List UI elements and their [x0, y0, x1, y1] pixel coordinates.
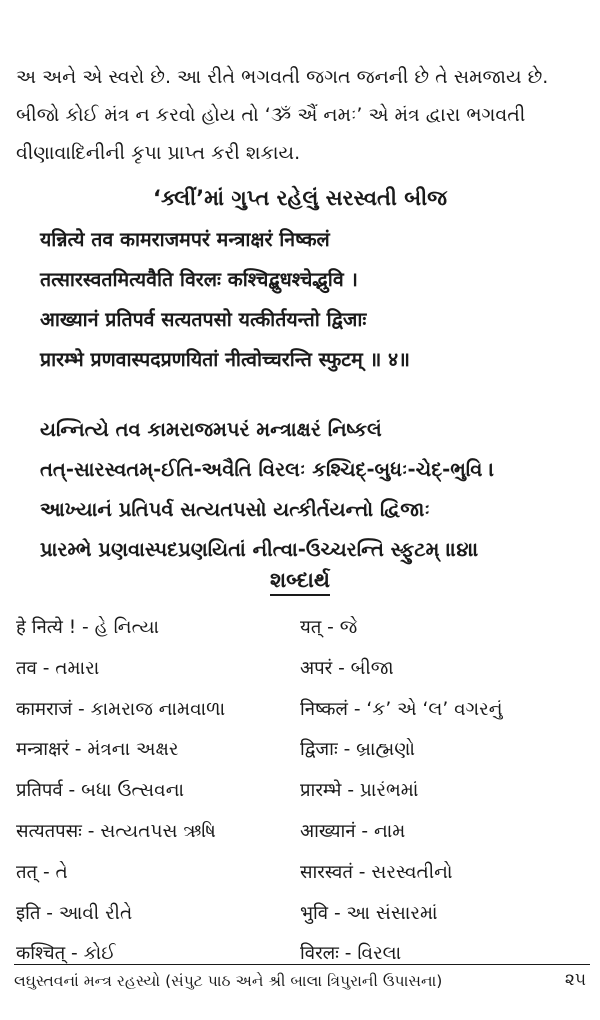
glossary-term-right: निष्कलं - ‘ક’ એ ‘લ’ વગરનું	[300, 698, 503, 720]
verse-line: પ્રારમ્ભે પ્રણવાસ્પદપ્રણયિતાં નીત્વા-ઉચ્ચરન્તિ સ્ફુટમ્ ॥૪॥	[40, 538, 479, 561]
glossary-term-left: तव - તમારા	[16, 657, 100, 679]
sanskrit-verse	[40, 220, 596, 380]
intro-line: વીણાવાદિનીની કૃપા પ્રાપ્ત કરી શકાય.	[16, 142, 301, 164]
glossary-row	[0, 655, 600, 696]
glossary-term-left: तत् - તે	[16, 861, 68, 883]
verse-line: યન્નિત્યે તવ કામરાજમપરં મન્ત્રાક્ષરં નિષ્કલં	[40, 418, 382, 441]
glossary-term-left: हे नित्ये ! - હે નિત્યા	[16, 617, 160, 638]
verse-line: प्रारम्भे प्रणवास्पदप्रणयितां नीत्वोच्चरन्ति स्फुटम् ॥ ४॥	[40, 348, 410, 371]
glossary-row	[0, 736, 600, 777]
glossary-row	[0, 818, 600, 859]
glossary-term-left: कश्चित् - કોઈ	[16, 943, 116, 965]
shabdarth-title	[0, 568, 600, 593]
glossary-term-left: कामराजं - કામરાજ નામવાળા	[16, 698, 226, 720]
glossary-term-left: प्रतिपर्व - બધા ઉત્સવના	[16, 780, 185, 802]
shabdarth-title-text: શબ્દાર્થ	[270, 568, 330, 596]
section-heading: ‘ક્લીં’માં ગુપ્ત રહેલું સરસ્વતી બીજ	[153, 186, 447, 210]
glossary-row	[0, 614, 600, 655]
glossary-term-right: प्रारम्भे - પ્રારંભમાં	[300, 780, 419, 802]
verse-line: આખ્યાનં પ્રતિપર્વ સત્યતપસો યત્કીર્તયન્તો દ્વિજાઃ	[40, 498, 430, 521]
glossary-term-right: भुवि - આ સંસારમાં	[300, 902, 438, 924]
glossary-term-right: द्विजाः - બ્રાહ્મણો	[300, 739, 416, 761]
glossary-term-right: अपरं - બીજા	[300, 657, 394, 679]
verse-line: आख्यानं प्रतिपर्व सत्यतपसो यत्कीर्तयन्तो द्विजाः	[40, 308, 367, 331]
glossary-term-left: इति - આવી રીતે	[16, 902, 133, 924]
gujarati-verse	[40, 410, 596, 570]
intro-paragraph	[16, 58, 588, 172]
intro-line: અ અને એ સ્વરો છે. આ રીતે ભગવતી જગત જનની છે તે સમજાય છે.	[16, 66, 549, 88]
intro-line: બીજો કોઈ મંત્ર ન કરવો હોય તો ‘ૐ ઐં નમઃ’ એ મંત્ર દ્વારા ભગવતી	[16, 104, 526, 126]
glossary-table	[0, 614, 600, 981]
glossary-term-right: सारस्वतं - સરસ્વતીનો	[300, 861, 453, 883]
running-footer: લઘુસ્તવનાં મન્ત્ર રહસ્યો (સંપુટ પાઠ અને શ્રી બાલા ત્રિપુરાની ઉપાસના)	[14, 972, 443, 990]
glossary-row	[0, 900, 600, 941]
verse-line: તત્-સારસ્વતમ્-ઈતિ-અવૈતિ વિરલઃ કશ્ચિદ્-બુધઃ-ચેદ્-ભુવિ ।	[40, 458, 495, 481]
glossary-term-right: यत् - જે	[300, 617, 358, 638]
verse-line: यन्नित्ये तव कामराजमपरं मन्त्राक्षरं निष्कलं	[40, 228, 330, 251]
glossary-term-left: सत्यतपसः - સત્યતપસ ઋષિ	[16, 820, 216, 842]
footer-divider	[14, 964, 590, 965]
glossary-term-right: विरलः - વિરલા	[300, 943, 402, 965]
glossary-term-left: मन्त्राक्षरं - મંત્રના અક્ષર	[16, 739, 179, 761]
glossary-row	[0, 859, 600, 900]
verse-line: तत्सारस्वतमित्यवैति विरलः कश्चिद्बुधश्चेद्भुवि ।	[40, 268, 358, 291]
glossary-term-right: आख्यानं - નામ	[300, 820, 406, 842]
glossary-row	[0, 696, 600, 737]
glossary-row	[0, 777, 600, 818]
page-number: ૨૫	[564, 970, 586, 990]
